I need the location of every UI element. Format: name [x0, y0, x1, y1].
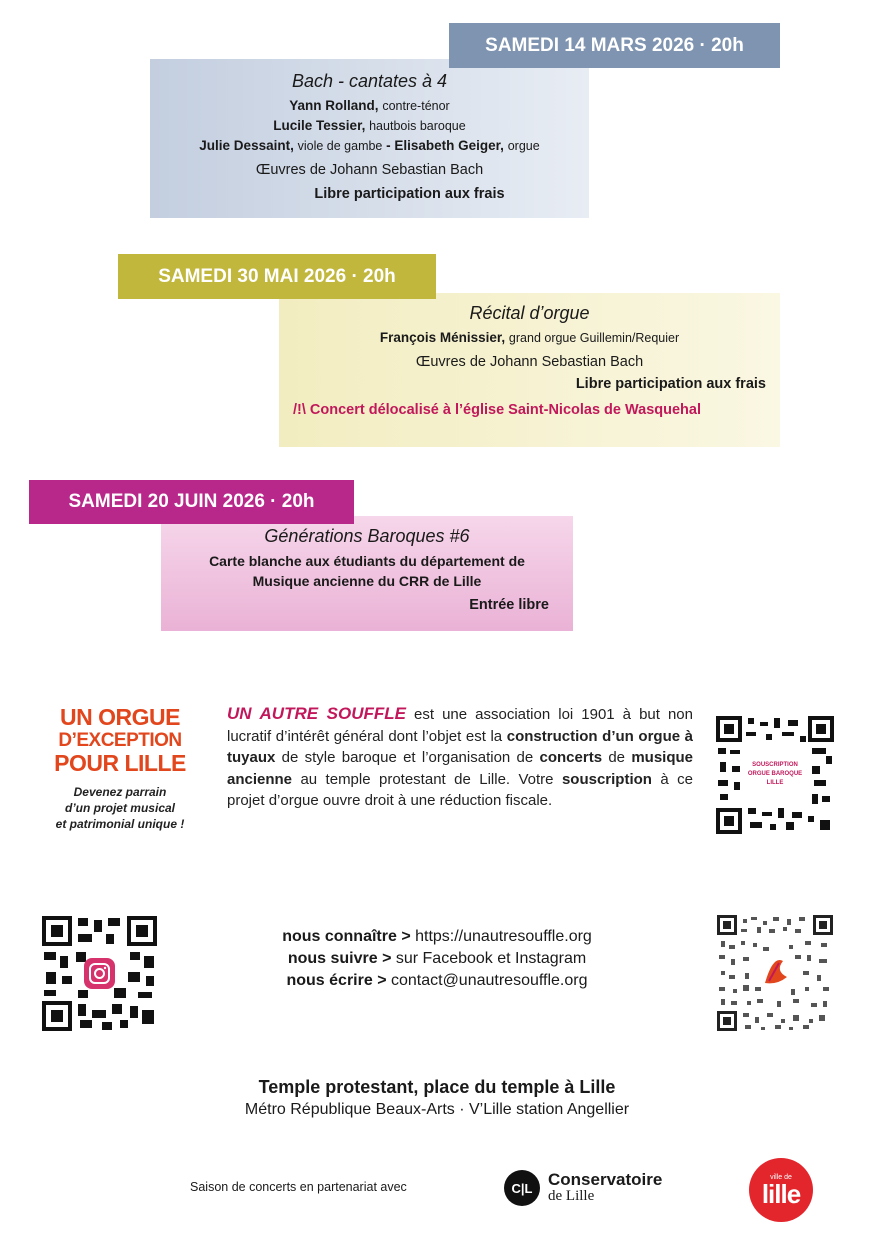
qr-code-icon: [717, 915, 833, 1031]
qr-code-icon: [716, 716, 834, 834]
conservatoire-badge-icon: C|L: [504, 1170, 540, 1206]
concert-works: Œuvres de Johann Sebastian Bach: [415, 354, 644, 370]
performer: Lucile Tessier, hautbois baroque: [273, 118, 466, 133]
svg-text:ORGUE BAROQUE: ORGUE BAROQUE: [747, 771, 803, 777]
concert-works: Œuvres de Johann Sebastian Bach: [255, 162, 484, 178]
qr-code-icon: [42, 916, 157, 1031]
conservatoire-logo: C|L Conservatoire de Lille: [504, 1170, 662, 1206]
organ-campaign-logo: UN ORGUE D’EXCEPTION POUR LILLE: [54, 704, 186, 776]
concert-title: Bach - cantates à 4: [291, 71, 448, 91]
qr-code-subscription[interactable]: [716, 716, 834, 834]
admission: Libre participation aux frais: [575, 376, 766, 392]
association-description: UN AUTRE SOUFFLE est une association loi 1901 à but non lucratif d’intérêt général dont l’objet est la construction d’un orgue à tuyaux de style baroque et l’organisation de concerts de musique ancienne au temple protestant de Lille. Votre souscription à ce projet d’orgue ouvre droit à une réduction fiscale.: [227, 704, 693, 809]
performer: Yann Rolland, contre-ténor: [289, 98, 450, 113]
concert-card-2: [279, 293, 780, 447]
venue-change-notice: /!\ Concert délocalisé à l’église Saint-Nicolas de Wasquehal: [293, 402, 702, 418]
qr-code-website[interactable]: [717, 915, 833, 1031]
admission: Entrée libre: [469, 597, 549, 613]
concert-date-1: SAMEDI 14 MARS 2026 · 20h: [449, 23, 780, 68]
logo-tagline: Devenez parrain d’un projet musical et patrimonial unique !: [55, 785, 185, 831]
performer: François Ménissier, grand orgue Guillemin/Requier: [379, 330, 680, 345]
qr-code-instagram[interactable]: [42, 916, 157, 1031]
performer: Julie Dessaint, viole de gambe - Elisabeth Geiger, orgue: [199, 138, 540, 153]
concert-card-3: [161, 516, 573, 631]
concert-card-1: [150, 59, 589, 218]
admission: Libre participation aux frais: [314, 186, 505, 202]
venue-access: Métro République Beaux-Arts · V’Lille station Angellier: [244, 1101, 630, 1118]
ville-de-lille-logo: ville de lille: [749, 1158, 813, 1222]
concert-description: Carte blanche aux étudiants du département de: [209, 553, 525, 569]
contact-website[interactable]: nous connaître > https://unautresouffle.org: [282, 928, 592, 945]
concert-description: Musique ancienne du CRR de Lille: [252, 573, 482, 589]
contact-email[interactable]: nous écrire > contact@unautresouffle.org: [286, 972, 588, 989]
venue-title: Temple protestant, place du temple à Lille: [258, 1077, 616, 1097]
concert-date-3: SAMEDI 20 JUIN 2026 · 20h: [29, 480, 354, 524]
concert-title: Générations Baroques #6: [264, 526, 470, 546]
concert-title: Récital d’orgue: [469, 303, 590, 323]
svg-text:LILLE: LILLE: [766, 780, 784, 786]
venue-info: [100, 1075, 774, 1121]
partners-text: Saison de concerts en partenariat avec: [190, 1180, 407, 1194]
concert-date-2: SAMEDI 30 MAI 2026 · 20h: [118, 254, 436, 299]
contact-info: [190, 926, 684, 992]
svg-text:SOUSCRIPTION: SOUSCRIPTION: [752, 762, 798, 768]
contact-social: nous suivre > sur Facebook et Instagram: [287, 950, 587, 967]
